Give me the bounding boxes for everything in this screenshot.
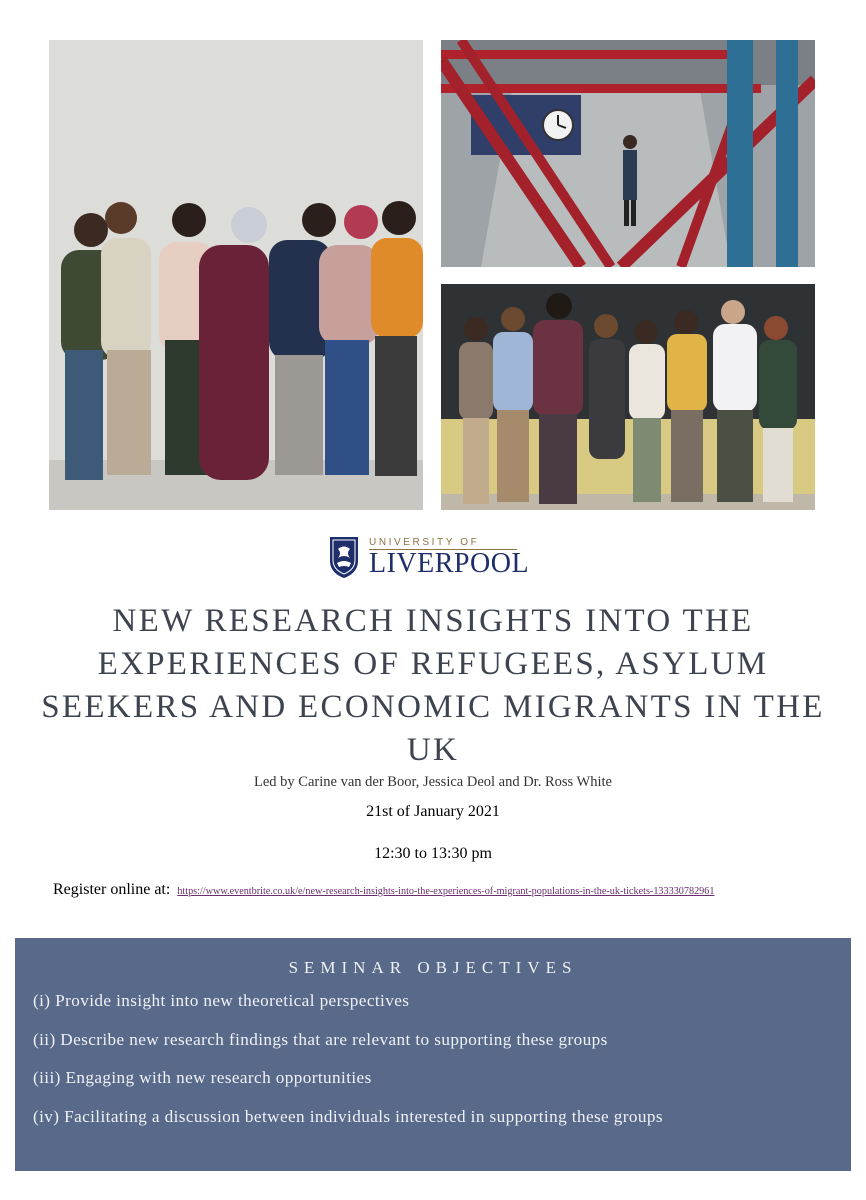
objective-item: (i) Provide insight into new theoretical perspectives [33, 991, 410, 1010]
university-logo [329, 535, 529, 583]
group-from-behind-photo [441, 284, 815, 510]
event-time: 12:30 to 13:30 pm [374, 845, 492, 862]
logo-liverpool: LIVERPOOL [369, 548, 530, 579]
objective-item: (iii) Engaging with new research opportunities [33, 1068, 372, 1087]
event-date: 21st of January 2021 [366, 803, 500, 820]
objective-item: (ii) Describe new research findings that are relevant to supporting these groups [33, 1029, 608, 1049]
logo-university-of: UNIVERSITY OF [369, 537, 480, 548]
crest-icon [329, 535, 359, 579]
event-title: NEW RESEARCH INSIGHTS INTO THE EXPERIENCES OF REFUGEES, ASYLUM SEEKERS AND ECONOMIC MIGRANTS IN THE UK [41, 603, 825, 768]
objectives-panel [15, 938, 851, 1171]
register-line [53, 881, 714, 899]
register-link[interactable]: https://www.eventbrite.co.uk/e/new-research-insights-into-the-experiences-of-migrant-populations-in-the-uk-tickets-133330782961 [177, 886, 715, 897]
register-label: Register online at: [53, 881, 171, 898]
objectives-heading: SEMINAR OBJECTIVES [288, 958, 578, 977]
objective-item: (iv) Facilitating a discussion between individuals interested in supporting these groups [33, 1106, 663, 1126]
women-laughing-photo [49, 40, 423, 510]
train-station-photo [441, 40, 815, 267]
objectives-list [33, 989, 663, 1143]
event-presenters: Led by Carine van der Boor, Jessica Deol and Dr. Ross White [254, 774, 612, 790]
